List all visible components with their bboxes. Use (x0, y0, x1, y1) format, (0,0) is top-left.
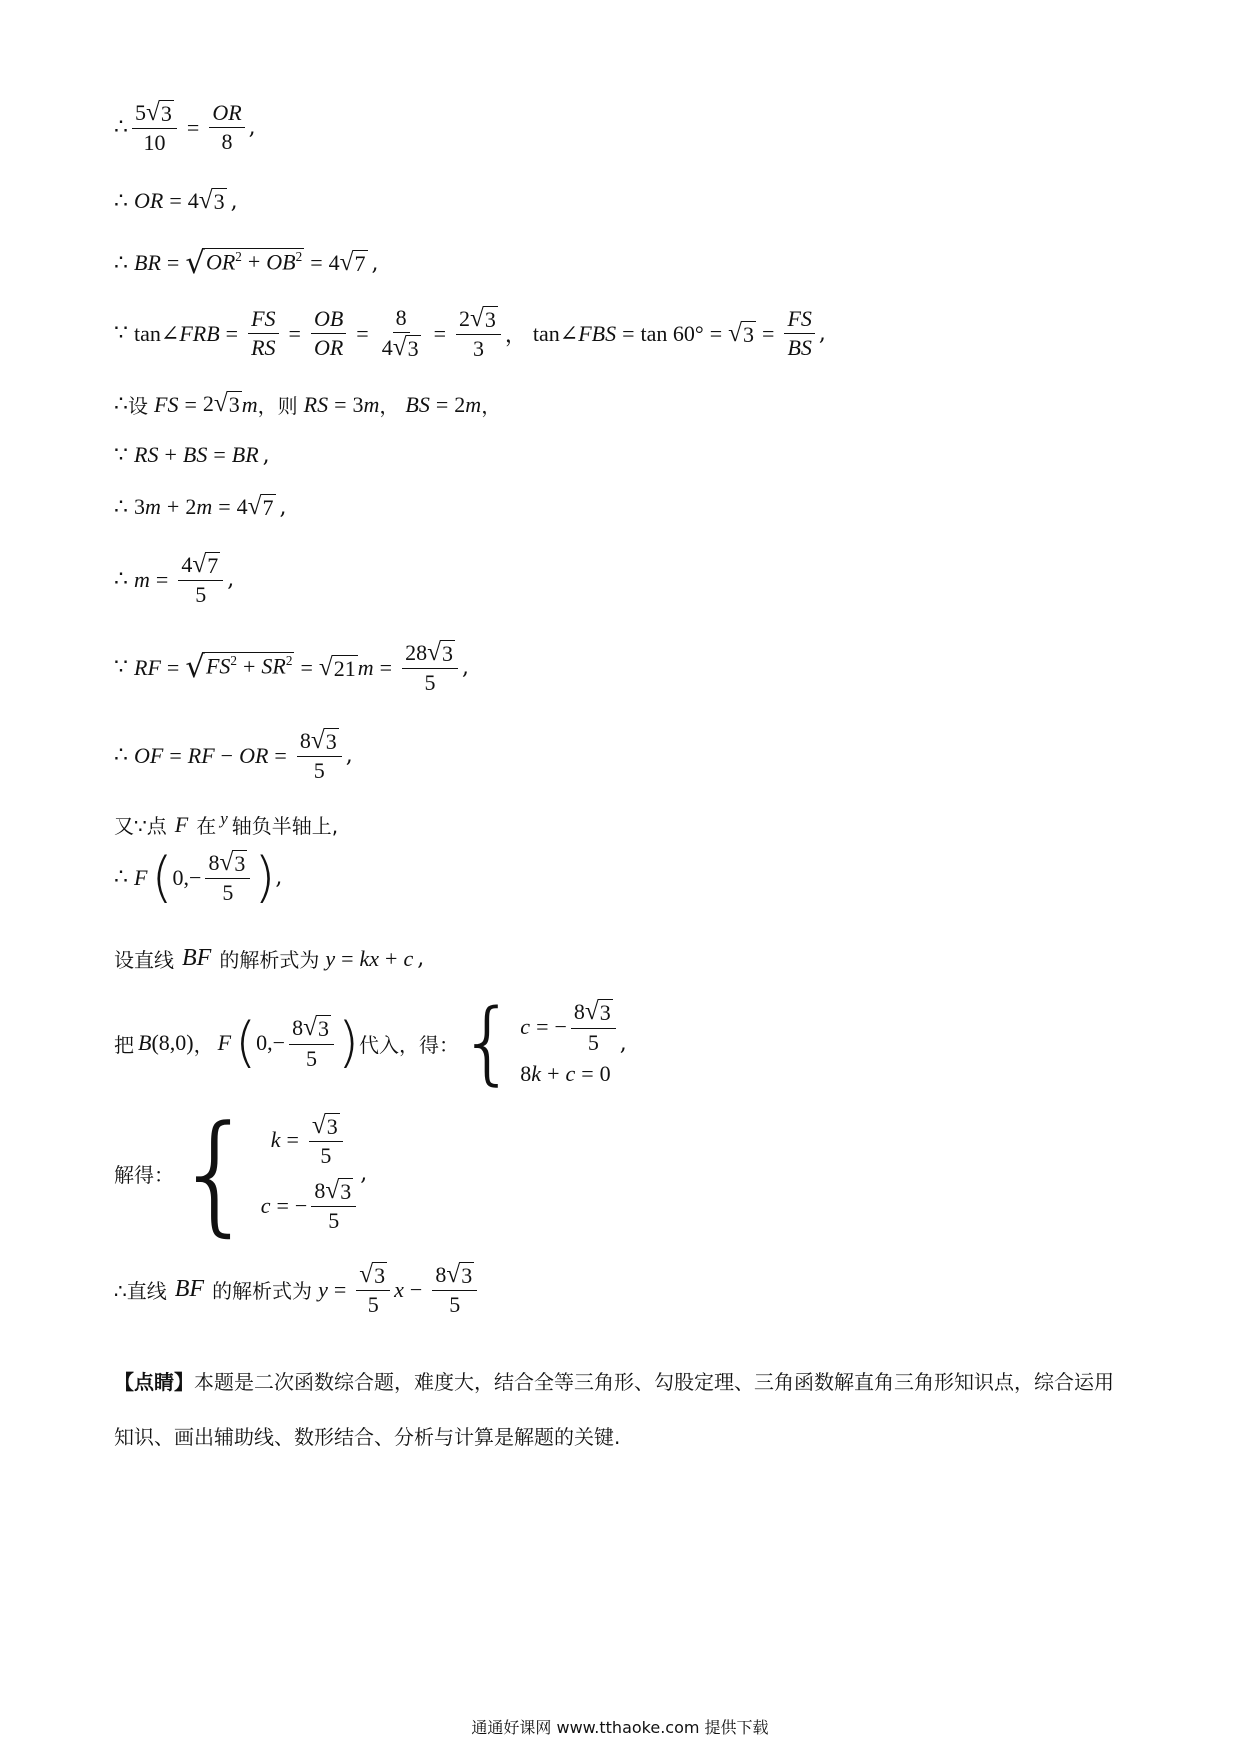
step-f-on-y-axis: 又∵点 F 在 y 轴负半轴上, (114, 808, 339, 838)
step-ratio-equation: ∴ 5 √ 3 10 = $\frac{OR}{8}$ , (114, 98, 256, 156)
step-set-m: ∴ 设 FS = 2 √ 3 m ， 则 RS = 3 m ， BS = 2 m ， (114, 389, 502, 418)
summary-body: 本题是二次函数综合题，难度大，结合全等三角形、勾股定理、三角函数解直角三角形知识点，综合运用知识、画出辅助线、数形结合、分析与计算是解题的关键. (114, 1370, 1114, 1449)
step-set-line-bf: 设直线 BF 的解析式为 y = kx + c , (114, 945, 425, 972)
fraction-or-over-8: $\frac{OR}{8}$ (209, 101, 244, 154)
step-rs-plus-bs: ∵ RS + BS = BR , (114, 442, 270, 468)
step-rf-value: ∵ RF = √ $FS^2 + SR^2$ = √ 21 m = 28 √ 3 5 , (114, 638, 469, 696)
summary-tag: 【点睛】 (114, 1370, 194, 1394)
step-final-line: ∴直线 BF 的解析式为 y = √ 3 5 x − 8 √ 3 5 (114, 1262, 481, 1317)
step-of-value: ∴ OF = RF − OR = 8 √ 3 5 , (114, 726, 353, 784)
step-tangent-relations: ∵ tan∠ FRB = $\frac{FS}{RS}$ = $\frac{OB}{OR}$ = 8 4 √ 3 = 2 √ 3 3 ， tan∠ FBS = tan 60° = √ 3 = $\frac{FS}{BS}$ , (114, 304, 826, 362)
step-br-value: ∴ BR = √ $OR^2 + OB^2$ = 4 √ 7 , (114, 245, 379, 281)
step-sum-m: ∴ 3 m + 2 m = 4 √ 7 , (114, 492, 287, 520)
step-f-coordinates: ∴ F ( 0,− 8 √ 3 5 ) , (114, 845, 283, 909)
step-or-value: ∴ OR = 4 √ 3 , (114, 186, 238, 214)
equation-system: { c = − 8 √ 3 5 8k + c = 0 (459, 998, 620, 1088)
fraction-5sqrt3-over-10: 5 √ 3 10 (132, 100, 177, 155)
solution-system: { k = √ 3 5 c = − 8 √ 3 5 (174, 1108, 360, 1238)
step-substitute-points: 把 B (8,0) ， F ( 0,− 8 √ 3 5 ) 代入，得： { c = − 8 √ 3 5 8k + c = 0 , (114, 990, 627, 1095)
page-footer: 通通好课网 www.tthaoke.com 提供下载 (471, 1718, 769, 1737)
summary-paragraph (114, 1355, 1124, 1465)
step-solution: 解得： { k = √ 3 5 c = − 8 √ 3 5 , (114, 1097, 368, 1249)
therefore-symbol: ∴ (114, 115, 128, 141)
step-m-value: ∴ m = 4 √ 7 5 , (114, 550, 235, 608)
